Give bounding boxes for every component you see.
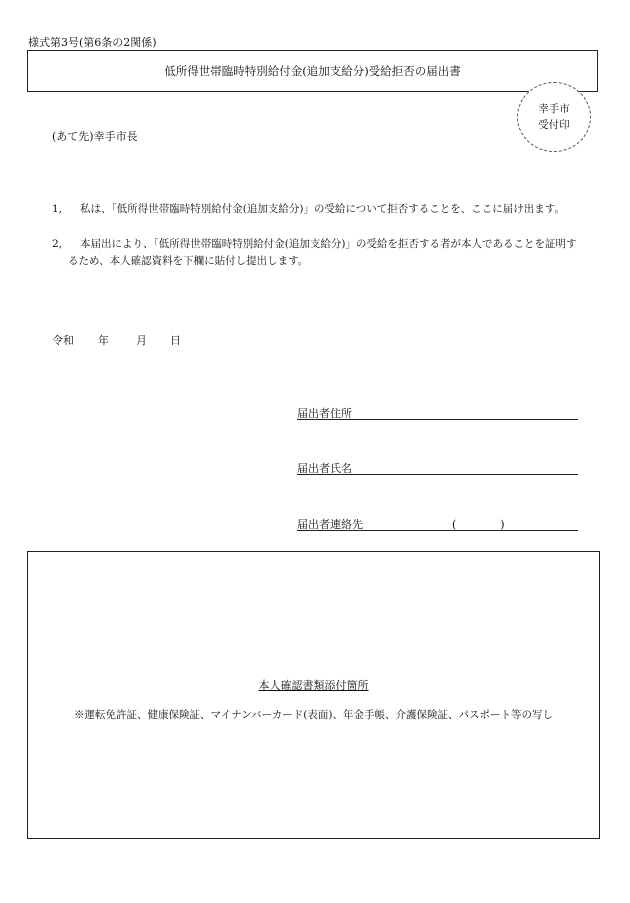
name-label: 届出者氏名 [297, 462, 352, 475]
id-section-title: 本人確認書類添付箇所 [258, 679, 369, 692]
document-title: 低所得世帯臨時特別給付金(追加支給分)受給拒否の届出書 [164, 64, 461, 78]
form-number: 様式第3号(第6条の2関係) [28, 36, 157, 49]
statement-2-text: 本届出により、「低所得世帯臨時特別給付金(追加支給分)」の受給を拒否する者が本人であることを証明するため、本人確認資料を下欄に貼付し提出します。 [68, 238, 577, 267]
contact-paren: ( ) [452, 518, 505, 531]
statement-1-text: 私は、「低所得世帯臨時特別給付金(追加支給分)」の受給について拒否することを、ここに届け出ます。 [80, 203, 565, 215]
date-month-label[interactable]: 月 [136, 334, 147, 347]
statement-1-number: 1, [52, 203, 63, 215]
contact-label: 届出者連絡先 [297, 518, 363, 531]
title-box [27, 50, 598, 92]
date-era: 令和 [52, 334, 74, 347]
addressee: (あて先)幸手市長 [52, 130, 138, 143]
stamp-line-2: 受付印 [538, 119, 570, 131]
address-label: 届出者住所 [297, 407, 352, 420]
statement-2-number: 2, [52, 238, 63, 250]
name-field[interactable] [297, 460, 578, 475]
id-section-note: ※運転免許証、健康保険証、マイナンバーカード(表面)、年金手帳、介護保険証、パスポート等の写し [73, 709, 553, 721]
date-day-label[interactable]: 日 [170, 334, 181, 347]
date-line [52, 332, 181, 348]
stamp-line-1: 幸手市 [538, 103, 570, 115]
reception-stamp-area [517, 82, 591, 152]
statement-2 [52, 236, 580, 270]
statement-1 [52, 201, 580, 218]
date-year-label[interactable]: 年 [98, 334, 109, 347]
address-field[interactable] [297, 405, 578, 420]
id-document-attachment-area[interactable] [27, 551, 600, 839]
contact-field[interactable] [297, 516, 578, 531]
